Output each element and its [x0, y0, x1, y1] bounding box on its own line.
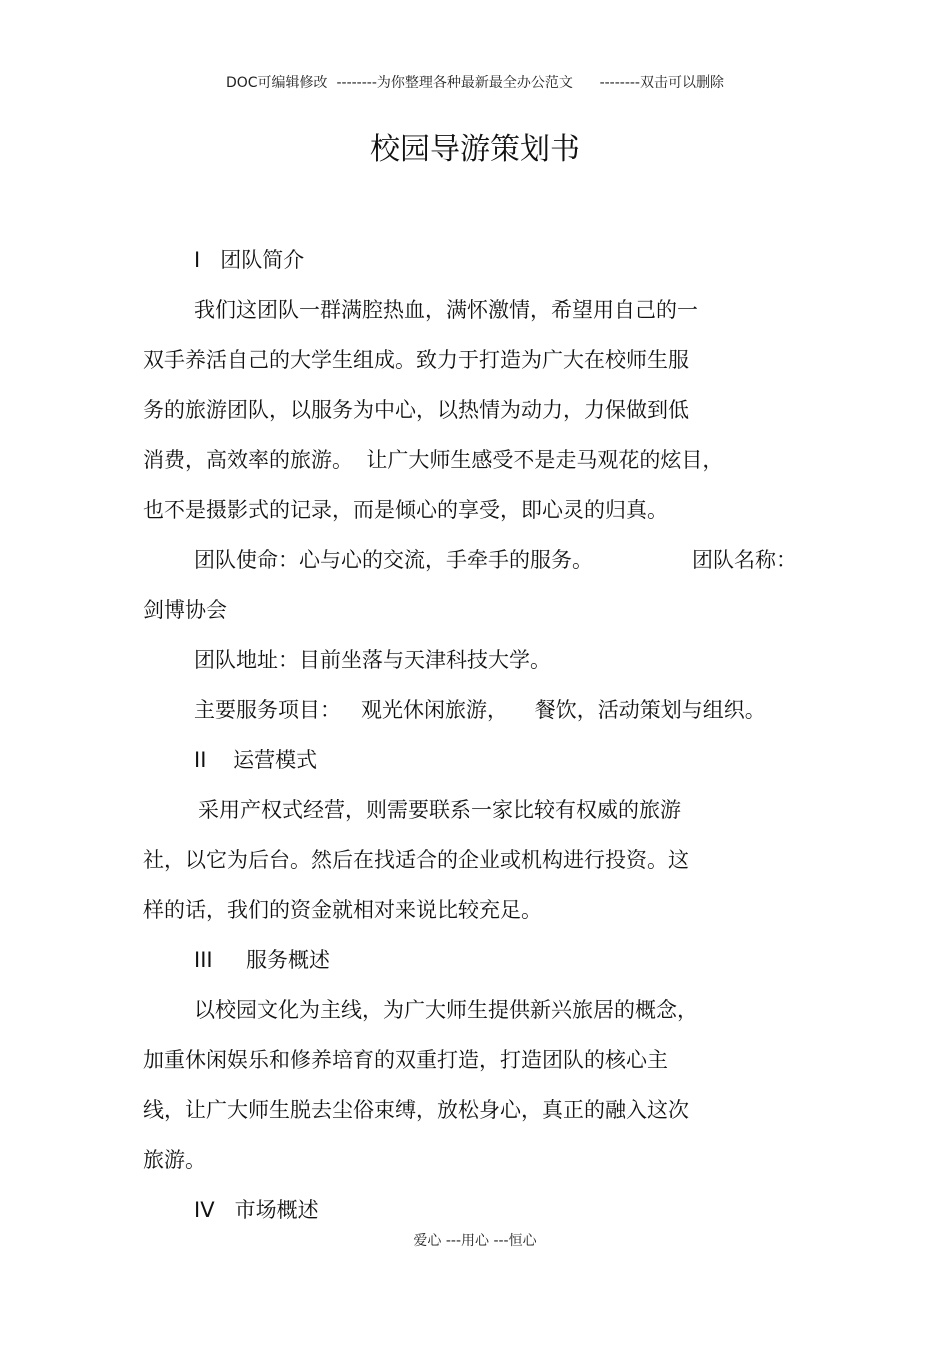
document-title: 校园导游策划书 [370, 132, 580, 167]
paragraph-line: 样的话，我们的资金就相对来说比较充足。 [143, 898, 542, 922]
paragraph-line: 消费，高效率的旅游。 让广大师生感受不是走马观花的炫目， [143, 448, 724, 472]
paragraph-line: 采用产权式经营，则需要联系一家比较有权威的旅游 [198, 798, 681, 822]
team-name-value: 剑博协会 [143, 598, 227, 622]
paragraph-line: 双手养活自己的大学生组成。致力于打造为广大在校师生服 [143, 348, 689, 372]
paragraph-line: 线，让广大师生脱去尘俗束缚，放松身心，真正的融入这次 [143, 1098, 689, 1122]
paragraph-line: 旅游。 [143, 1148, 206, 1172]
section-heading-team-intro: I 团队简介 [194, 248, 305, 272]
paragraph-line: 我们这团队一群满腔热血，满怀激情，希望用自己的一 [194, 298, 698, 322]
paragraph-line: 也不是摄影式的记录，而是倾心的享受，即心灵的归真。 [143, 498, 668, 522]
team-mission: 团队使命：心与心的交流，手牵手的服务。 [194, 548, 593, 572]
section-heading-service-overview: III 服务概述 [194, 948, 330, 972]
section-heading-market-overview: IV 市场概述 [194, 1198, 319, 1222]
team-address: 团队地址：目前坐落与天津科技大学。 [194, 648, 551, 672]
section-heading-operation-mode: II 运营模式 [194, 748, 318, 772]
paragraph-line: 加重休闲娱乐和修养培育的双重打造，打造团队的核心主 [143, 1048, 668, 1072]
paragraph-line: 以校园文化为主线，为广大师生提供新兴旅居的概念， [194, 998, 698, 1022]
paragraph-line: 社，以它为后台。然后在找适合的企业或机构进行投资。这 [143, 848, 689, 872]
main-services: 主要服务项目： 观光休闲旅游， 餐饮，活动策划与组织。 [194, 698, 766, 722]
paragraph-line: 务的旅游团队，以服务为中心，以热情为动力，力保做到低 [143, 398, 689, 422]
page-header-note: DOC可编辑修改 --------为你整理各种最新最全办公范文 --------双击可以删除 [225, 75, 724, 91]
team-name-label: 团队名称： [692, 548, 797, 572]
page-footer-slogan: 爱心 ---用心 ---恒心 [413, 1233, 537, 1249]
